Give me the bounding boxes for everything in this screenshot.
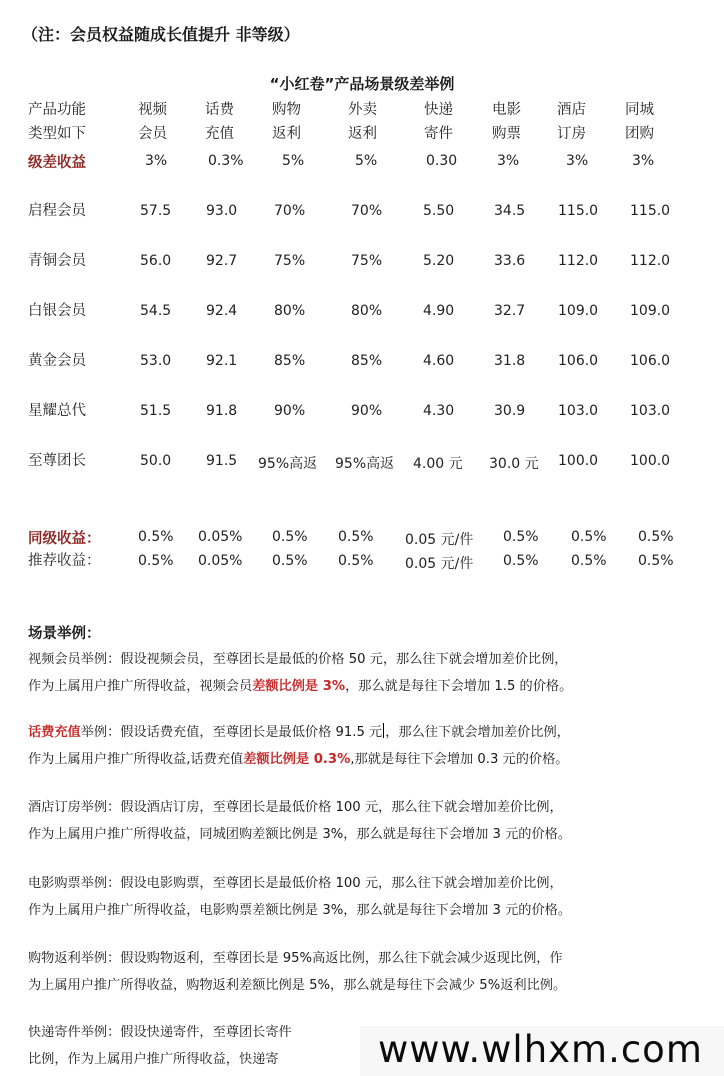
para-line [28,719,718,746]
header-line: 快递 [424,102,453,118]
table-cell: 109.0 [558,303,599,319]
header-line: 充值 [205,126,234,142]
table-cell: 0.5% [138,553,174,569]
scene-shopping [28,945,718,999]
table-cell: 0.5% [138,529,174,545]
table-cell: 0.05 元/件 [405,532,474,548]
table-cell: 5.50 [423,203,455,219]
header-col-shopping [272,98,301,146]
same-level-label: 同级收益： [28,531,101,547]
header-line: 酒店 [557,102,586,118]
header-line: 团购 [625,126,654,142]
table-cell: 0.5% [638,553,674,569]
table-cell: 0.5% [338,529,374,545]
para-line: 购物返利举例：假设购物返利，至尊团长是 95%高返比例，那么往下就会减少返现比例，作 [28,951,563,966]
header-line: 返利 [272,126,301,142]
header-col-hotel [557,98,586,146]
header-line: 外卖 [348,102,377,118]
table-cell: 34.5 [494,203,526,219]
header-col-video [138,98,167,146]
table-cell: 91.8 [206,403,238,419]
table-cell: 70% [351,203,383,219]
table-cell: 103.0 [630,403,671,419]
text-span: ，那么往下就会增加差价比例， [385,725,570,740]
table-cell: 32.7 [494,303,526,319]
text-span: ，那么就是每往下会增加 1.5 的价格。 [345,679,573,694]
table-cell: 30.9 [494,403,526,419]
header-line: 返利 [348,126,377,142]
para-line: 视频会员举例：假设视频会员，至尊团长是最低的价格 50 元，那么往下就会增加差价比例， [28,652,568,667]
para-line: 酒店订房举例：假设酒店订房，至尊团长是最低价格 100 元，那么往下就会增加差价比例， [28,800,563,815]
para-line: 快递寄件举例：假设快递寄件，至尊团长寄件 [28,1025,292,1040]
level-name: 星耀总代 [28,403,86,419]
table-cell: 80% [351,303,383,319]
para-line: 比例，作为上属用户推广所得收益，快递寄 [28,1052,279,1067]
header-line: 会员 [138,126,167,142]
header-line: 订房 [557,126,586,142]
table-cell: 3% [632,153,655,169]
header-col-phone [205,98,234,146]
table-cell: 0.5% [571,553,607,569]
table-cell: 56.0 [140,253,172,269]
table-cell: 51.5 [140,403,172,419]
table-cell: 0.5% [571,529,607,545]
table-cell: 54.5 [140,303,172,319]
table-cell: 85% [351,353,383,369]
table-cell: 0.05% [198,529,243,545]
header-line: 寄件 [424,126,453,142]
table-cell: 0.5% [638,529,674,545]
table-cell: 0.5% [338,553,374,569]
table-cell: 92.7 [206,253,238,269]
table-cell: 80% [274,303,306,319]
table-cell: 4.00 元 [413,456,463,472]
table-cell: 4.60 [423,353,455,369]
header-line: 话费 [205,102,234,118]
scene-video [28,646,718,700]
table-cell: 75% [274,253,306,269]
level-name: 至尊团长 [28,453,86,469]
table-cell: 30.0 元 [489,456,539,472]
table-cell: 85% [274,353,306,369]
watermark: www.wlhxm.com [378,1028,703,1071]
header-line: 电影 [492,102,521,118]
table-cell: 92.4 [206,303,238,319]
highlight-text: 差额比例是 3% [252,679,346,694]
table-cell: 3% [497,153,520,169]
para-line: 电影购票举例：假设电影购票，至尊团长是最低价格 100 元，那么往下就会增加差价比例， [28,876,563,891]
membership-note: （注：会员权益随成长值提升 非等级） [22,25,300,44]
table-cell: 0.05% [198,553,243,569]
table-cell: 5.20 [423,253,455,269]
table-cell: 0.5% [272,553,308,569]
table-cell: 95%高返 [335,456,395,472]
table-cell: 106.0 [630,353,671,369]
table-cell: 5% [282,153,305,169]
header-line: 购物 [272,102,301,118]
table-cell: 5% [355,153,378,169]
table-cell: 100.0 [558,453,599,469]
table-cell: 0.3% [208,153,244,169]
header-col-express [424,98,453,146]
referral-label: 推荐收益： [28,553,101,569]
table-cell: 112.0 [558,253,599,269]
text-span: ,那就是每往下会增加 0.3 元的价格。 [350,752,569,767]
table-cell: 115.0 [630,203,671,219]
table-cell: 90% [351,403,383,419]
level-name: 启程会员 [28,203,86,219]
table-cell: 3% [566,153,589,169]
header-line: 产品功能 [28,102,86,118]
text-span: 举例：假设话费充值，至尊团长是最低价格 91.5 元 [80,725,383,740]
table-cell: 95%高返 [258,456,318,472]
level-name: 青铜会员 [28,253,86,269]
table-cell: 33.6 [494,253,526,269]
table-cell: 109.0 [630,303,671,319]
diff-row-label: 级差收益 [28,155,86,171]
header-col-movie [492,98,521,146]
para-line [28,746,718,773]
para-line: 作为上属用户推广所得收益，同城团购差额比例是 3%，那么就是每往下会增加 3 元的价格。 [28,827,572,842]
table-cell: 4.90 [423,303,455,319]
table-cell: 50.0 [140,453,172,469]
table-cell: 103.0 [558,403,599,419]
header-col-takeout [348,98,377,146]
table-cell: 90% [274,403,306,419]
level-name: 黄金会员 [28,353,86,369]
text-span: 作为上属用户推广所得收益,话费充值 [28,752,244,767]
table-cell: 91.5 [206,453,238,469]
highlight-text: 差额比例是 0.3% [243,752,351,767]
table-cell: 0.5% [272,529,308,545]
table-cell: 3% [145,153,168,169]
table-cell: 4.30 [423,403,455,419]
scenes-title: 场景举例： [28,626,101,642]
table-cell: 31.8 [494,353,526,369]
table-cell: 106.0 [558,353,599,369]
level-name: 白银会员 [28,303,86,319]
table-cell: 93.0 [206,203,238,219]
table-cell: 53.0 [140,353,172,369]
table-cell: 0.5% [503,529,539,545]
highlight-text: 话费充值 [28,725,81,740]
table-cell: 115.0 [558,203,599,219]
table-cell: 112.0 [630,253,671,269]
table-cell: 92.1 [206,353,238,369]
table-cell: 0.05 元/件 [405,556,474,572]
table-cell: 70% [274,203,306,219]
header-line: 类型如下 [28,126,86,142]
table-cell: 0.30 [426,153,458,169]
header-line: 视频 [138,102,167,118]
para-line [28,673,718,700]
text-span: 作为上属用户推广所得收益，视频会员 [28,679,253,694]
table-title: “小红卷”产品场景级差举例 [269,75,455,93]
scene-movie [28,870,718,924]
header-line: 同城 [625,102,654,118]
para-line: 作为上属用户推广所得收益，电影购票差额比例是 3%，那么就是每往下会增加 3 元的价格。 [28,903,572,918]
table-cell: 75% [351,253,383,269]
table-cell: 100.0 [630,453,671,469]
header-col-groupbuy [625,98,654,146]
table-cell: 0.5% [503,553,539,569]
header-line: 购票 [492,126,521,142]
scene-phone [28,719,718,773]
table-cell: 57.5 [140,203,172,219]
para-line: 为上属用户推广所得收益，购物返利差额比例是 5%，那么就是每往下会减少 5%返利比例。 [28,978,567,993]
scene-hotel [28,794,718,848]
header-col-product-type [28,98,86,146]
